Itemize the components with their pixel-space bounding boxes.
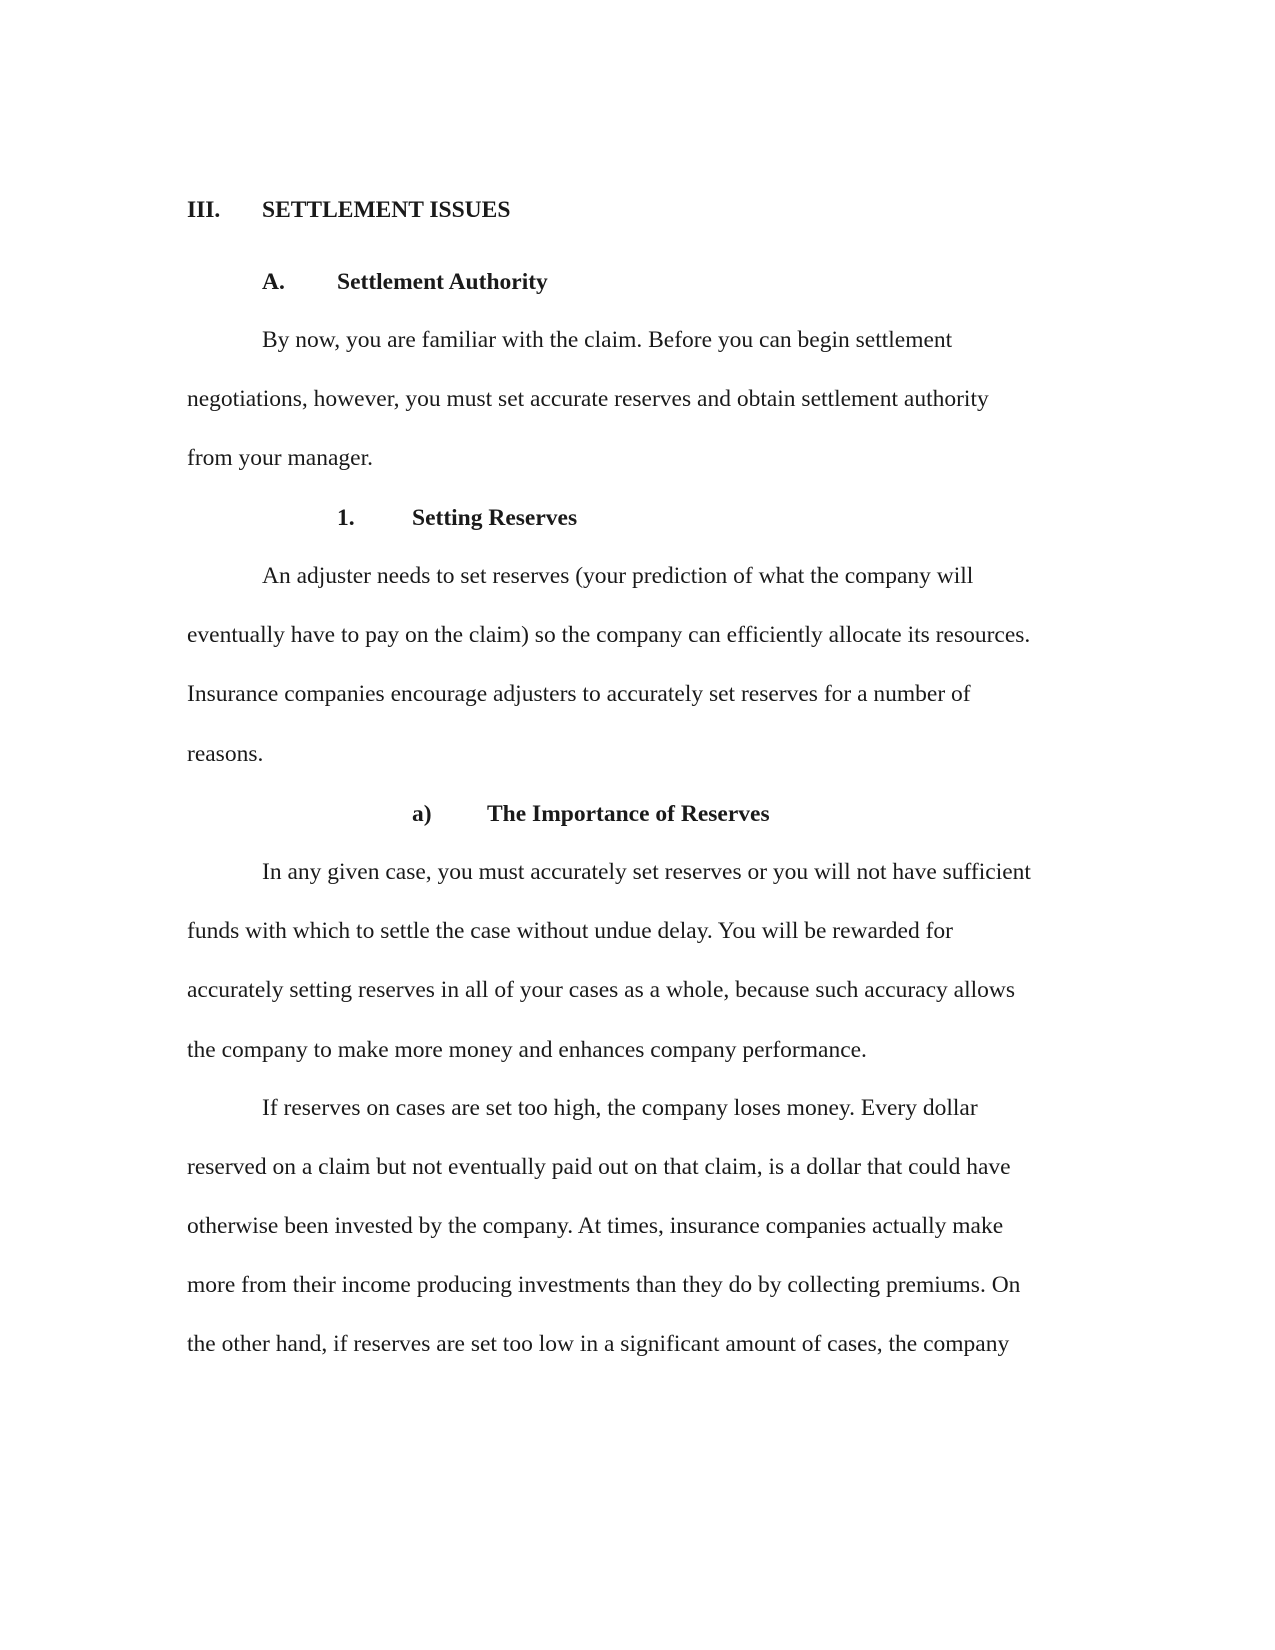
subsection-a-lower-title: The Importance of Reserves <box>487 801 770 827</box>
subsection-a-title: Settlement Authority <box>337 269 548 295</box>
paragraph-line: negotiations, however, you must set accurate reserves and obtain settlement authority <box>187 386 989 412</box>
subsection-a-lower-number: a) <box>412 801 432 827</box>
subsection-1-number: 1. <box>337 505 355 531</box>
paragraph-line: funds with which to settle the case without undue delay. You will be rewarded for <box>187 918 953 944</box>
paragraph-line: reserved on a claim but not eventually paid out on that claim, is a dollar that could have <box>187 1154 1011 1180</box>
paragraph-line: If reserves on cases are set too high, the company loses money. Every dollar <box>262 1095 978 1121</box>
paragraph-line: An adjuster needs to set reserves (your prediction of what the company will <box>262 563 974 589</box>
paragraph-line: the company to make more money and enhances company performance. <box>187 1037 867 1063</box>
paragraph-line: from your manager. <box>187 445 373 471</box>
paragraph-line: the other hand, if reserves are set too low in a significant amount of cases, the company <box>187 1331 1010 1357</box>
paragraph-line: Insurance companies encourage adjusters to accurately set reserves for a number of <box>187 681 971 707</box>
paragraph-line: more from their income producing investments than they do by collecting premiums. On <box>187 1272 1021 1298</box>
section-number: III. <box>187 197 221 223</box>
section-title: SETTLEMENT ISSUES <box>262 197 511 223</box>
paragraph-line: eventually have to pay on the claim) so the company can efficiently allocate its resources. <box>187 622 1031 648</box>
paragraph-line: By now, you are familiar with the claim. Before you can begin settlement <box>262 327 953 353</box>
paragraph-line: accurately setting reserves in all of your cases as a whole, because such accuracy allows <box>187 977 1016 1003</box>
paragraph-line: reasons. <box>187 741 264 767</box>
subsection-1-title: Setting Reserves <box>412 505 578 531</box>
subsection-a-number: A. <box>262 269 285 295</box>
paragraph-line: In any given case, you must accurately set reserves or you will not have sufficient <box>262 859 1031 885</box>
paragraph-line: otherwise been invested by the company. At times, insurance companies actually make <box>187 1213 1004 1239</box>
